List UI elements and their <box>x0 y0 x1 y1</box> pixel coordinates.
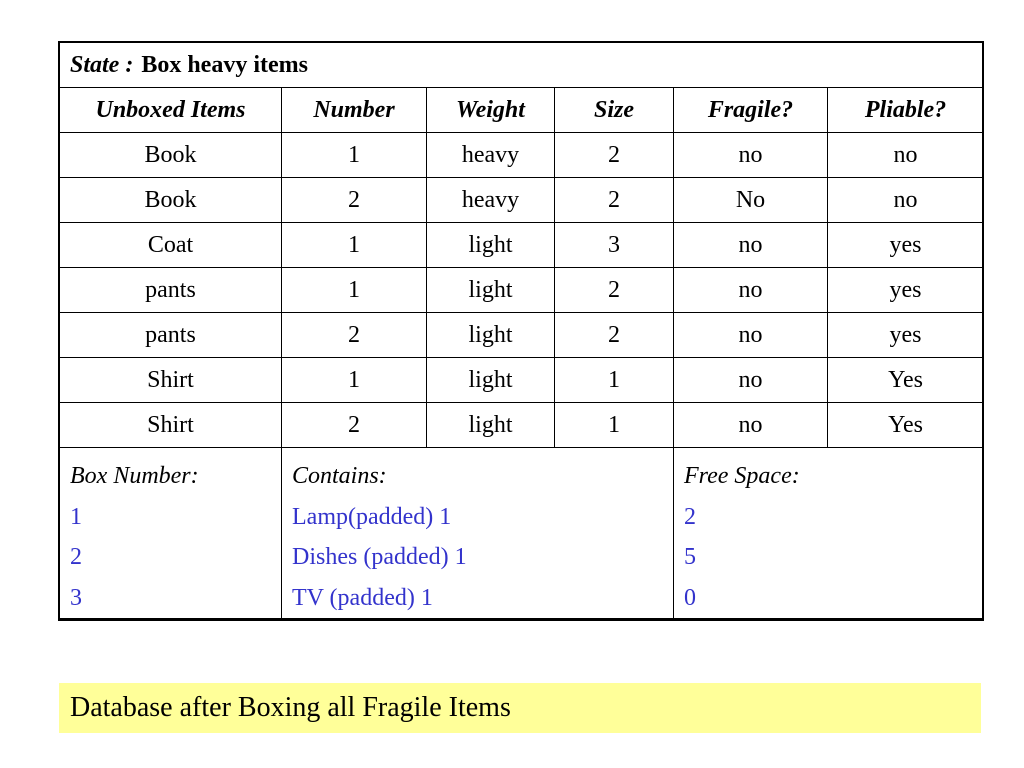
box-row <box>60 448 984 619</box>
column-header: Size <box>555 88 674 133</box>
table-row <box>60 223 984 268</box>
box-free-space-header: Free Space: <box>684 463 800 489</box>
table-cell: no <box>674 268 828 313</box>
table-cell: light <box>427 403 555 448</box>
table-row <box>60 403 984 448</box>
table-cell: heavy <box>427 133 555 178</box>
state-row <box>60 43 984 88</box>
table-cell: 2 <box>555 313 674 358</box>
table-cell: 2 <box>555 133 674 178</box>
table-cell: 2 <box>555 268 674 313</box>
table-cell: yes <box>828 313 984 358</box>
table-cell: no <box>674 313 828 358</box>
table-cell: no <box>828 133 984 178</box>
table-cell: Coat <box>60 223 282 268</box>
box-contents-cell <box>282 448 674 619</box>
state-table <box>59 42 984 619</box>
table-cell: no <box>674 403 828 448</box>
table-cell: 2 <box>282 403 427 448</box>
table-cell: 1 <box>282 268 427 313</box>
table-cell: pants <box>60 313 282 358</box>
table-cell: 2 <box>555 178 674 223</box>
box-free-space: 2 <box>684 503 696 530</box>
state-cell <box>60 43 984 88</box>
column-header: Unboxed Items <box>60 88 282 133</box>
box-free-space: 0 <box>684 584 696 611</box>
table-cell: heavy <box>427 178 555 223</box>
box-free-space: 5 <box>684 544 696 570</box>
table-cell: light <box>427 268 555 313</box>
table-cell: no <box>674 133 828 178</box>
table-cell: No <box>674 178 828 223</box>
table-cell: no <box>674 358 828 403</box>
table-cell: Shirt <box>60 403 282 448</box>
table-cell: 2 <box>282 313 427 358</box>
table-cell: 1 <box>555 358 674 403</box>
table-row <box>60 268 984 313</box>
table-cell: light <box>427 358 555 403</box>
box-number: 3 <box>70 584 82 611</box>
table-cell: 1 <box>282 133 427 178</box>
header-row <box>60 88 984 133</box>
table-cell: Shirt <box>60 358 282 403</box>
box-contents: Dishes (padded) 1 <box>292 544 467 570</box>
table-cell: 2 <box>282 178 427 223</box>
column-header: Fragile? <box>674 88 828 133</box>
table-cell: 1 <box>555 403 674 448</box>
table-cell: yes <box>828 268 984 313</box>
state-label: State : <box>70 52 134 78</box>
table-cell: Book <box>60 178 282 223</box>
box-contents-header: Contains: <box>292 463 387 489</box>
box-number-header: Box Number: <box>70 463 199 489</box>
table-row <box>60 133 984 178</box>
caption: Database after Boxing all Fragile Items <box>59 683 981 733</box>
box-number: 2 <box>70 544 82 570</box>
table-cell: pants <box>60 268 282 313</box>
box-contents: TV (padded) 1 <box>292 584 433 611</box>
box-free-space-cell <box>674 448 984 619</box>
column-header: Number <box>282 88 427 133</box>
table-cell: 1 <box>282 358 427 403</box>
table-cell: 1 <box>282 223 427 268</box>
table-row <box>60 313 984 358</box>
table-cell: light <box>427 223 555 268</box>
table-cell: Yes <box>828 403 984 448</box>
table-cell: light <box>427 313 555 358</box>
table-cell: Book <box>60 133 282 178</box>
table-row <box>60 178 984 223</box>
box-number: 1 <box>70 503 82 530</box>
table-cell: no <box>828 178 984 223</box>
table-row <box>60 358 984 403</box>
table-cell: yes <box>828 223 984 268</box>
table-cell: 3 <box>555 223 674 268</box>
table-cell: no <box>674 223 828 268</box>
box-contents: Lamp(padded) 1 <box>292 503 452 530</box>
state-value: Box heavy items <box>141 52 308 78</box>
column-header: Pliable? <box>828 88 984 133</box>
box-number-cell <box>60 448 282 619</box>
column-header: Weight <box>427 88 555 133</box>
table-cell: Yes <box>828 358 984 403</box>
